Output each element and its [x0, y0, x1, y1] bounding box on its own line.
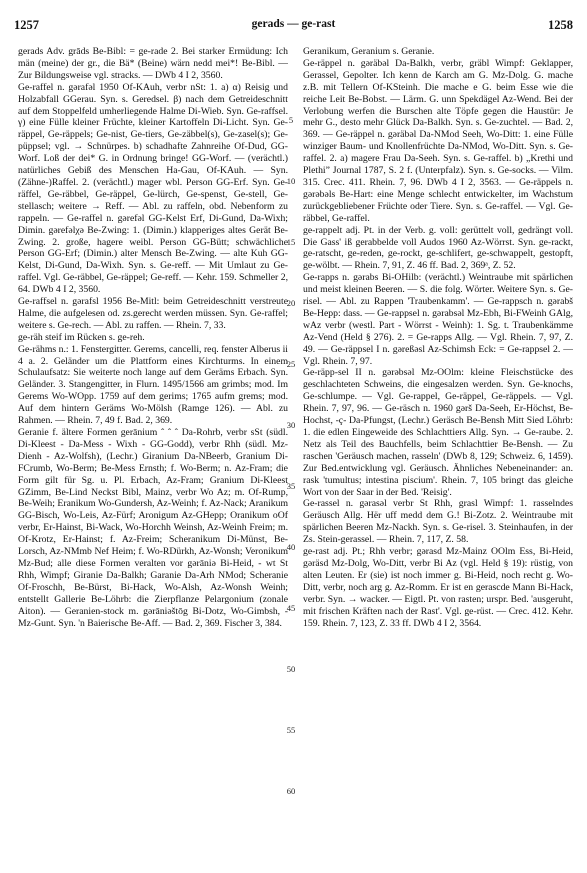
- line-number: 35: [286, 481, 296, 491]
- dictionary-entry: Ge-raffsel n. gərafsl 1956 Be-Mitl: beim Getreideschnitt verstreute Halme, die aufgelesen od. zs.gerecht werden müssen. Syn. Ge-raffel; weitere s. Ge-rech. — Abl. zu raffen. — Rhein. 7, 33.: [18, 296, 288, 331]
- line-number: 55: [286, 725, 296, 735]
- line-number: 10: [286, 176, 296, 186]
- dictionary-entry: Ge-rähms n.: 1. Fenstergitter. Gerems, cancelli, req. fenster Alberus ii 4 a. 2. Geländer um die Plattform eines Kirchturms. In einem Schulaufsatz: Sie weiterte noch lange auf dem Geräms Erbach. Syn. Geländer. 3. Stangengitter, in Flurn. 1495/1566 am grimbs; mod. Im Gerems Wo-WOpp. 1759 auf dem gerims; 1765 aufm grems; mod. Auf dem hintern Geräms Wo-Mölsh (Ramge 126). — Abl. zu Rahmen. — Rhein. 7, 49 f. Bad. 2, 369.: [18, 343, 288, 427]
- line-number: 5: [288, 115, 294, 125]
- line-number: 15: [286, 237, 296, 247]
- line-number: 20: [286, 298, 296, 308]
- page-number-right: 1258: [548, 18, 573, 32]
- dictionary-entry: Geranie f. ältere Formen gerānium ˆ ˆ ˆ Da-Rohrb, verbr sSt (südl. Di-Kleest - Da-Mess - Wixh - GG-Godd), verbr Rhh (südl. Mz-Dienh - Az-Wolfsh), (Lechr.) Giranium Da-NBeerb, Granium Di-FCrumb, Wo-Berm; Be-Mess Ernsth; f. Wo-Berm; n. Az-Fram; die Form gilt für Sg. u. Pl. Erbach, Az-Fram; Granium Di-Kleest GZimm, Be-Lind Neckst Bibl, Mainz, verbr Wo Az; m. Of-Rump, Be-Weih; Eranikum Wo-Gundersh, Az-Weinh; f. Az-Nack; Aranikum GG-Bisch, Wo-Leis, Az-Fürf; Aronigum Az-GHepp; Oranikum oOf verbr, Er-Hainst, Bi-Wack, Wo-Horchh Weinsh, Az-Weinh Freim; m. Of-Krotz, Er-Hainst; f. Az-Freim; Scheranikum Di-Münst, Be-Lorsch, Az-NMmb Nef Heim; f. Wo-RDürkh, Az-Wonsh; Veronikum Mz-Bud; alle diese Formen veralten vor gərāniə Bi-Heid, - wt St Rhh, Wimpf; Giranie Da-Balkh; Garanie Da-Arh NMod; Scheranie Of-Froschh, Be-Bürst, Bi-Hack, Wo-Alsh, Az-Wonsh Weinh; entstellt Gallerie Be-Löhrb: die Zierpflanze Pelargonium (zonale Aiton). — Geranien-stock m. gərāniəštōg Bi-Dotz, Wo-Gimbsh, - Mz-Gunt. Syn. 'n Baierische Be-Aff. — Bad. 2, 369. Fischer 3, 384.: [18, 427, 288, 629]
- right-column: [303, 46, 573, 629]
- line-number: 25: [286, 359, 296, 369]
- line-number: 50: [286, 664, 296, 674]
- dictionary-entry: ge-räh steif im Rücken s. ge-reh.: [18, 331, 145, 343]
- line-number: 40: [286, 542, 296, 552]
- dictionary-entry: Ge-rapps n. gərabs Bi-OHilb: (verächtl.) Weintraube mit spärlichen und meist kleinen Beeren. — S. die folg. Wörter. Weitere Syn. s. Ge-risel. — Abl. zu Rappen 'Traubenkamm'. — Ge-rappsch n. gərabš Be-Hepp: dass. — Ge-rappsel n. gərabsəl Mz-Ebh, Bi-FWeinh GAlg, wAz verbr (westl. Part - Wörrst - Weinh): 1. Sg. t. Traubenkämme Az-Vend (Held § 276). 2. = Ge-rapps Allg. — Vgl. Rhein. 7, 97, Z. 49. — Ge-räppsel I n. gəreßəsl Az-Schimsh Eck: = Ge-rappsel 2. — Vgl. Rhein. 7, 97.: [303, 272, 573, 367]
- dictionary-entry: Ge-rassel n. gərasəl verbr St Rhh, grasl Wimpf: 1. rasselndes Geräusch Allg. Hër uff medd dem G.! Bi-Zotz. 2. Weintraube mit spärlichen Beeren Mz-Nackh. Syn. s. Ge-risel. 3. Steinhaufen, in der Zs. Stein-gerassel. — Rhein. 7, 117, Z. 58.: [303, 498, 573, 546]
- dictionary-entry: ge-rappelt adj. Pt. in der Verb. g. voll: gerüttelt voll, gedrängt voll. Die Gass' iß gerabbelde voll Audos 1960 Az-Wörrst. Syn. ge-rackt, ge-ratscht, ge-reden, ge-rockt, ge-schlifert, ge-schwappelt, gestopft, ge-wölbt. — Rhein. 7, 91, Z. 46 ff. Bad. 2, 369ᵃ, Z. 52.: [303, 224, 573, 272]
- page-number-left: 1257: [14, 18, 39, 32]
- dictionary-entry: Ge-räppel n. gəräbəl Da-Balkh, verbr, gräbl Wimpf: Geklapper, Gerassel, Gepolter. Ich kenn de Karch am G. Mz-Dolg. G. mache z.B. mit Tellern Of-KSteinh. Die mache e G. beim Esse wie die reiche Leit Be-Bobst. — Lärm. G. unn Spekdägel Az-Wend. Bei der Verlobung werfen die Burschen alte Töpfe gegen die Haustür: Je mehr G., desto mehr Glück Da-Balkh. Syn. s. Ge-zuchtel. — Bad. 2, 369. — Ge-räppel n. gəräbəl Da-NMod Seeh, Wo-Ditt: 1. eine Fülle winziger Baum- und Knollenfrüchte Da-NMod, Wo-Ditt. Syn. s. Ge-raffel. 2. a) magere Frau Da-Seeh. Syn. s. Ge-raffel. b) „Krethi und Plethi” Journal 1787, S. 2 f. (Unterpfalz). Syn. s. Ge-socks. — Vilm. 315. Crec. 411. Rhein. 7, 96. DWb 4 I 2, 3563. — Ge-räppels n. gərəbəls Be-Hart: eine Menge schlecht entwickelter, im Wachstum zurückgebliebener Früchte oder Tiere. Syn. s. Ge-raffel. — Vgl. Ge-räbbel, Ge-raffel.: [303, 57, 573, 224]
- dictionary-entry: gerads Adv. grāds Be-Bibl: = ge-rade 2. Bei starker Ermüdung: Ich män (meine) der gr., die Bä* (Beine) wärn nedd mei*! Be-Bibl. — Zur Bildungsweise vgl. stracks. — DWb 4 I 2, 3560.: [18, 46, 288, 81]
- dictionary-entry: Ge-räpp-sel II n. gərəbsəl Mz-OOlm: kleine Fleischstücke des geschlachteten Schweins, die eingesalzen werden. Syn. Ge-knochs, Ge-schlumpe. — Vgl. Ge-rappel, Ge-räppel, Ge-räppels. — Vgl. Rhein. 7, 97, 96. — Ge-räsch n. 1960 gərš Da-Seeh, Er-Höchst, Be-Hochst, -ç- Da-Pfungst, (Lechr.) Geräsch Be-Bensh Mitt Sied Löhrb: 1. die edlen Eingeweide des Schlachttiers Allg. Syn. → Ge-raube. 2. Netz als Teil des Bauchfells, beim Schlachttier Be-Bensh. — Zu raschen 'Geräusch machen, rasseln' (DWb 8, 129; Schweiz. 6, 1459). Zur Bed.entwicklung vgl. Geräusch. Ähnliches Nebeneinander: an. rask 'tumultus; intestina piscium'. Rhein. 7, 105 bringt das gleiche Wort von der Saar in der Bed. 'Reisig'.: [303, 367, 573, 498]
- line-number: 60: [286, 786, 296, 796]
- left-column: [18, 46, 288, 629]
- line-number: 30: [286, 420, 296, 430]
- dictionary-entry: Geranikum, Geranium s. Geranie.: [303, 46, 435, 57]
- page-header: [14, 18, 573, 36]
- running-headwords: gerads — ge-rast: [251, 18, 336, 30]
- dictionary-entry: Ge-raffel n. gərafəl 1950 Of-KAuh, verbr nSt: 1. a) α) Reisig und Holzabfall GGerau. Syn. s. Geredsel. β) nach dem Getreideschnitt auf dem Stoppelfeld umherliegende Halme Di-Wieb. Syn. Ge-raffsel. γ) eine Fülle kleiner Früchte, kleiner Kartoffeln Di-Licht. Syn. Ge-räppel, Ge-räppels; Ge-nist, Ge-tiers, Ge-zäbbel(s), Ge-zasel(s); Ge-püppsel; vgl. → Schnürpes. b) schadhafte Zahnreihe Of-Dud, GG-Worf. Loß der dei* G. in Ordnung bringe! GG-Worf. — (verächtl.) natürliches Gebiß des Menschen Ha-Gau, Of-KAuh. — Syn. (Zähne-)Raffel. 2. (verächtl.) mager wbl. Person GG-Erf. Syn. Ge-räffel, Ge-räbbel, Ge-räppel, Ge-lürch, Ge-spenst, Ge-stell, Ge-stellasch; weitere → Reff. — Abl. zu raffeln, obd. Nebenform zu rappeln. — Ge-raffel n. gərefəl GG-Kelst Erf, Di-Gund, Da-Wixh; Dimin. gərefəlχə Be-Zwing: 1. (Dimin.) klapperiges altes Gerät Be-Zwing. 2. große, hagere weibl. Person GG-Bütt; schwächliche Person GG-Erf; (Dimin.) alter Mensch Be-Zwing. — alte Kuh GG-Kelst, Di-Gund, Da-Wixh. Syn. s. Ge-reff. — Mit Umlaut zu Ge-raffel. Vgl. Ge-räbbel, Ge-räppel; Ge-reff. — Kehr. 159. Schmeller 2, 64. DWb 4 I 2, 3560.: [18, 81, 288, 296]
- line-number: 45: [286, 603, 296, 613]
- dictionary-entry: ge-rast adj. Pt.; Rhh verbr; gərasd Mz-Mainz OOlm Ess, Bi-Heid, gəräsd Mz-Dolg, Wo-Ditt, verbr Bi Az (vgl. Held § 19): rüstig, von alten Leuten. Er (sie) ist noch immer g. Bi-Heid, noch recht g. Wo-Ditt, verbr, noch arg g. Az-Romm. Er ist en gerascde Mann Bi-Hack, verbr. Syn. → wacker. — Eigtl. Pt. von rasten; urspr. Bed. 'ausgeruht, mit frischen Kräften nach der Rast'. Vgl. ge-rüst. — Crec. 412. Kehr. 159. Rhein. 7, 123, Z. 33 ff. DWb 4 I 2, 3564.: [303, 546, 573, 629]
